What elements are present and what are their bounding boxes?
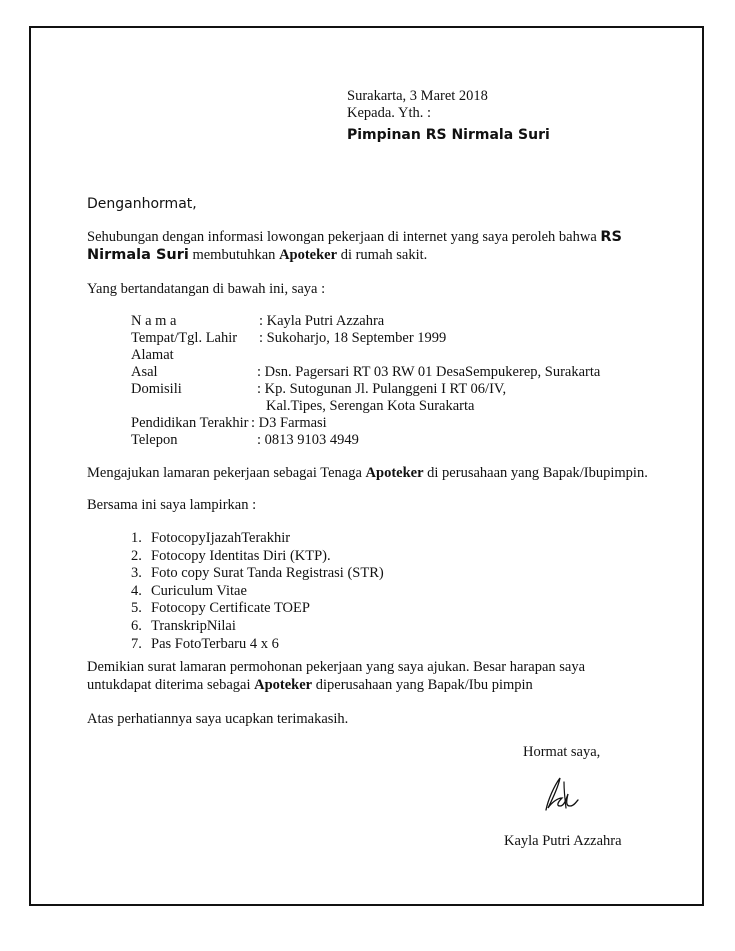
- recipient: Pimpinan RS Nirmala Suri: [347, 127, 550, 143]
- intro-text-2: membutuhkan: [188, 247, 280, 263]
- list-item: 3. Foto copy Surat Tanda Registrasi (STR): [131, 565, 384, 582]
- regards: Hormat saya,: [523, 744, 601, 760]
- closing-line-2: [87, 677, 533, 694]
- closing-text-1: untukdapat diterima sebagai: [87, 677, 255, 693]
- birth-label: Tempat/Tgl. Lahir: [131, 330, 238, 346]
- domicile-value-1: : Kp. Sutogunan Jl. Pulanggeni I RT 06/IV,: [257, 381, 507, 397]
- intro-line-1: [87, 229, 622, 246]
- intro-text-1: Sehubungan dengan informasi lowongan pekerjaan di internet yang saya peroleh bahwa: [87, 229, 601, 245]
- attachment-list: [131, 530, 384, 653]
- signature-icon: [538, 772, 584, 816]
- intro-position: Apoteker: [279, 247, 338, 263]
- intro-line-2: [87, 247, 427, 264]
- phone-label: Telepon: [131, 432, 178, 448]
- domicile-label: Domisili: [131, 381, 182, 397]
- domicile-value-2: Kal.Tipes, Serengan Kota Surakarta: [266, 398, 475, 414]
- list-item: 7. Pas FotoTerbaru 4 x 6: [131, 635, 279, 652]
- name-label: N a m a: [131, 313, 177, 329]
- address-label: Alamat: [131, 347, 174, 363]
- phone-value: : 0813 9103 4949: [257, 432, 359, 448]
- origin-value: : Dsn. Pagersari RT 03 RW 01 DesaSempukerep, Surakarta: [257, 364, 601, 380]
- greeting: Denganhormat,: [87, 196, 197, 212]
- list-item: 2. Fotocopy Identitas Diri (KTP).: [131, 547, 331, 564]
- place-date: Surakarta, 3 Maret 2018: [347, 88, 488, 104]
- signer-name: Kayla Putri Azzahra: [504, 833, 622, 849]
- list-item: 1. FotocopyIjazahTerakhir: [131, 530, 291, 546]
- undersigned: Yang bertandatangan di bawah ini, saya :: [87, 281, 326, 297]
- apply-text-2: di perusahaan yang Bapak/Ibupimpin.: [423, 465, 648, 481]
- birth-value: : Sukoharjo, 18 September 1999: [259, 330, 447, 346]
- attach-intro: Bersama ini saya lampirkan :: [87, 497, 257, 513]
- closing-line-1: Demikian surat lamaran permohonan pekerjaan yang saya ajukan. Besar harapan saya: [87, 659, 586, 675]
- education-label: Pendidikan Terakhir: [131, 415, 249, 431]
- intro-text-3: di rumah sakit.: [337, 247, 428, 263]
- apply-line: [87, 465, 648, 482]
- closing-position: Apoteker: [254, 677, 313, 693]
- apply-text-1: Mengajukan lamaran pekerjaan sebagai Tenaga: [87, 465, 366, 481]
- closing-text-2: diperusahaan yang Bapak/Ibu pimpin: [312, 677, 533, 693]
- name-value: : Kayla Putri Azzahra: [259, 313, 385, 329]
- list-item: 6. TranskripNilai: [131, 617, 236, 634]
- list-item: 4. Curiculum Vitae: [131, 582, 247, 599]
- origin-label: Asal: [131, 364, 158, 380]
- intro-rs-2: Nirmala Suri: [87, 247, 189, 263]
- list-item: 5. Fotocopy Certificate TOEP: [131, 600, 310, 617]
- thanks: Atas perhatiannya saya ucapkan terimakasih.: [87, 711, 349, 727]
- intro-rs-1: RS: [600, 229, 622, 245]
- apply-position: Apoteker: [365, 465, 424, 481]
- education-value: : D3 Farmasi: [251, 415, 327, 431]
- to-prefix: Kepada. Yth. :: [347, 105, 432, 121]
